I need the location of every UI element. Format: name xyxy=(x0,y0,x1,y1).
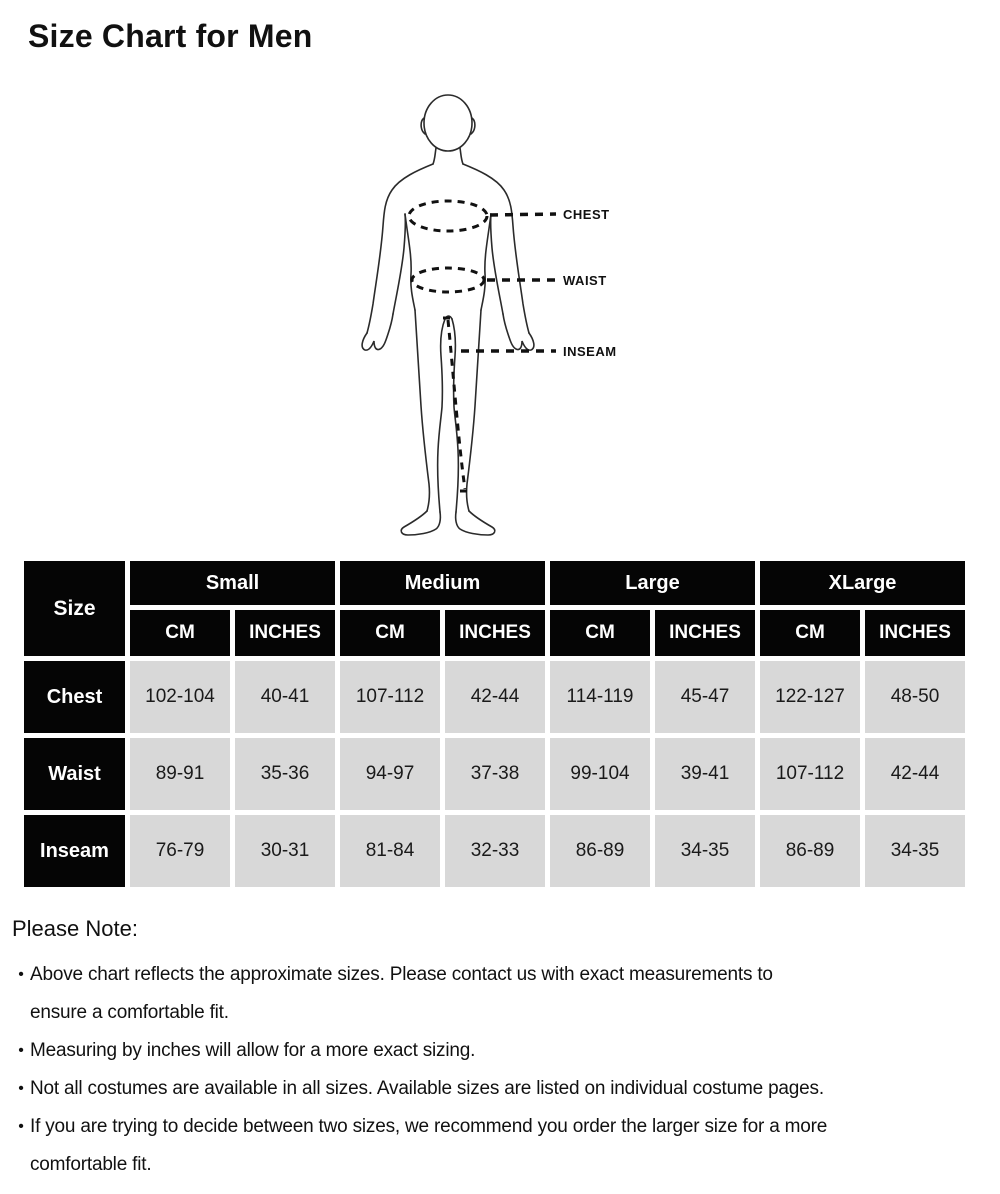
unit-header: INCHES xyxy=(655,610,755,656)
unit-header: CM xyxy=(550,610,650,656)
table-row xyxy=(24,738,965,810)
row-label: Waist xyxy=(24,738,125,810)
male-figure-diagram xyxy=(340,88,680,548)
measurement-cell: 35-36 xyxy=(235,738,335,810)
measurement-diagram xyxy=(0,88,1000,548)
notes-section xyxy=(12,916,987,1184)
measurement-cell: 40-41 xyxy=(235,661,335,733)
row-label: Inseam xyxy=(24,815,125,887)
notes-list xyxy=(12,956,987,1184)
measurement-cell: 94-97 xyxy=(340,738,440,810)
measurement-cell: 102-104 xyxy=(130,661,230,733)
bullet-glyph: • xyxy=(18,1080,24,1097)
note-text: If you are trying to decide between two sizes, we recommend you order the larger size for a more comfortable fit. xyxy=(30,1116,828,1175)
measurement-cell: 81-84 xyxy=(340,815,440,887)
measurement-cell: 86-89 xyxy=(760,815,860,887)
chest-measure-ellipse xyxy=(409,201,487,231)
measurement-cell: 122-127 xyxy=(760,661,860,733)
measurement-cell: 89-91 xyxy=(130,738,230,810)
unit-header: CM xyxy=(760,610,860,656)
notes-heading: Please Note: xyxy=(12,916,138,941)
unit-header: INCHES xyxy=(235,610,335,656)
note-text: Not all costumes are available in all sizes. Available sizes are listed on individual costume pages. xyxy=(30,1078,824,1099)
inseam-label: INSEAM xyxy=(563,344,617,359)
note-text: Measuring by inches will allow for a more exact sizing. xyxy=(30,1040,476,1061)
table-row xyxy=(24,815,965,887)
unit-header: CM xyxy=(340,610,440,656)
measurement-cell: 37-38 xyxy=(445,738,545,810)
bullet-glyph: • xyxy=(18,1118,24,1135)
measurement-cell: 42-44 xyxy=(865,738,965,810)
size-corner-cell: Size xyxy=(24,561,125,656)
measurement-cell: 107-112 xyxy=(760,738,860,810)
size-group-header: Small xyxy=(130,561,335,605)
measurement-cell: 42-44 xyxy=(445,661,545,733)
size-group-header: Large xyxy=(550,561,755,605)
note-item xyxy=(12,1108,987,1184)
note-text: Above chart reflects the approximate sizes. Please contact us with exact measurements to ensure a comfortable fit. xyxy=(30,964,773,1023)
body-outline xyxy=(362,95,534,535)
unit-header: INCHES xyxy=(865,610,965,656)
measurement-cell: 34-35 xyxy=(865,815,965,887)
waist-label: WAIST xyxy=(563,273,607,288)
note-item xyxy=(12,956,987,1032)
size-group-header: XLarge xyxy=(760,561,965,605)
chest-leader-line xyxy=(490,214,556,215)
measurement-cell: 45-47 xyxy=(655,661,755,733)
page-title: Size Chart for Men xyxy=(28,18,313,54)
measurement-cell: 30-31 xyxy=(235,815,335,887)
size-chart-table xyxy=(19,556,970,892)
note-item xyxy=(12,1032,987,1070)
bullet-glyph: • xyxy=(18,966,24,983)
unit-header: CM xyxy=(130,610,230,656)
measurement-cell: 76-79 xyxy=(130,815,230,887)
table-row xyxy=(24,661,965,733)
waist-measure-ellipse xyxy=(412,268,484,292)
measurement-cell: 39-41 xyxy=(655,738,755,810)
measurement-cell: 114-119 xyxy=(550,661,650,733)
size-group-header: Medium xyxy=(340,561,545,605)
measurement-cell: 34-35 xyxy=(655,815,755,887)
chest-label: CHEST xyxy=(563,207,610,222)
row-label: Chest xyxy=(24,661,125,733)
measurement-cell: 32-33 xyxy=(445,815,545,887)
unit-header: INCHES xyxy=(445,610,545,656)
measurement-cell: 48-50 xyxy=(865,661,965,733)
measurement-cell: 99-104 xyxy=(550,738,650,810)
inseam-measure-line xyxy=(443,318,471,491)
note-item xyxy=(12,1070,987,1108)
measurement-cell: 86-89 xyxy=(550,815,650,887)
bullet-glyph: • xyxy=(18,1042,24,1059)
measurement-cell: 107-112 xyxy=(340,661,440,733)
